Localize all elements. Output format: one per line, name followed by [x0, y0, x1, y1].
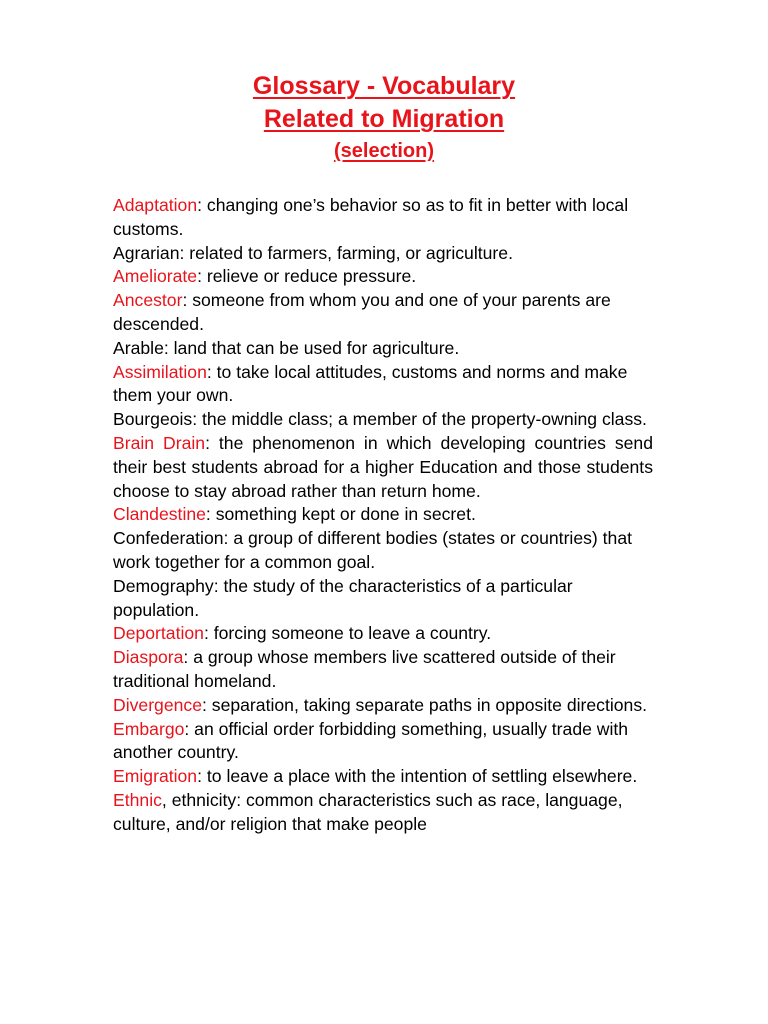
glossary-term: Emigration: [113, 766, 198, 787]
glossary-definition: forcing someone to leave a country.: [213, 623, 492, 644]
glossary-term: Embargo: [113, 718, 185, 739]
glossary-definition: related to farmers, farming, or agriculture.: [189, 242, 513, 263]
glossary-term: Confederation: [113, 528, 224, 549]
glossary-entry-agrarian: [113, 242, 653, 266]
glossary-term: Adaptation: [113, 195, 198, 215]
glossary-entry-arable: [113, 337, 653, 361]
term-separator: :: [202, 694, 212, 715]
term-separator: :: [203, 623, 214, 644]
glossary-term: Deportation: [113, 623, 204, 644]
glossary-definition: relieve or reduce pressure.: [206, 266, 417, 287]
glossary-term: Bourgeois: [113, 409, 193, 430]
page-title-line-1: Glossary - Vocabulary: [252, 72, 516, 100]
term-separator: :: [206, 361, 217, 382]
glossary-definition: the study of the characteristics of a particular population.: [113, 575, 573, 620]
glossary-definition: a group whose members live scattered outside of their traditional homeland.: [113, 647, 616, 691]
term-separator: ,: [161, 789, 172, 810]
glossary-term: Clandestine: [113, 504, 206, 525]
glossary-entry-ameliorate: [113, 265, 653, 289]
glossary-term: Ameliorate: [113, 266, 198, 287]
term-separator: :: [223, 528, 234, 549]
glossary-entry-diaspora: [113, 646, 653, 694]
page-title-line-2: Related to Migration: [263, 105, 505, 133]
glossary-entry-deportation: [113, 622, 653, 646]
glossary-definition: to leave a place with the intention of settling elsewhere.: [206, 766, 638, 787]
glossary-entry-bourgeois: [113, 408, 653, 432]
glossary-entry-brain-drain: [113, 432, 653, 503]
glossary-entry-demography: [113, 575, 653, 623]
glossary-entry-confederation: [113, 527, 653, 575]
term-separator: :: [183, 647, 194, 668]
glossary-definition: the middle class; a member of the property-owning class.: [202, 409, 647, 430]
page-subtitle: (selection): [333, 140, 435, 162]
glossary-term: Agrarian: [113, 242, 180, 263]
glossary-definition: land that can be used for agriculture.: [173, 337, 460, 358]
glossary-entry-adaptation: [113, 194, 653, 242]
title-block: [0, 70, 768, 166]
glossary-term: Divergence: [113, 694, 202, 715]
glossary-definition: to take local attitudes, customs and norms and make them your own.: [113, 361, 628, 406]
glossary-entry-clandestine: [113, 503, 653, 527]
glossary-term: Diaspora: [113, 647, 184, 668]
term-separator: :: [163, 337, 174, 358]
glossary-term: Ancestor: [113, 290, 183, 311]
term-separator: :: [182, 290, 193, 311]
glossary-entry-ancestor: [113, 289, 653, 337]
term-separator: :: [192, 409, 203, 430]
glossary-entry-ethnic: [113, 789, 653, 837]
glossary-term: Assimilation: [113, 361, 207, 382]
term-separator: :: [213, 575, 224, 596]
glossary-term: Brain Drain: [113, 432, 206, 453]
glossary-entry-emigration: [113, 765, 653, 789]
glossary-term: Demography: [113, 575, 214, 596]
glossary-entry-divergence: [113, 694, 653, 718]
glossary-definition: the phenomenon in which developing countries send their best students abroad for a higher Education and those students choose to stay abroad rather than return home.: [113, 432, 653, 501]
term-separator: :: [197, 266, 207, 287]
term-separator: :: [197, 195, 207, 215]
glossary-entry-embargo: [113, 718, 653, 766]
glossary-definition: a group of different bodies (states or countries) that work together for a common goal.: [113, 528, 633, 572]
glossary-definition: ethnicity: common characteristics such as race, language, culture, and/or religion that make people: [113, 789, 623, 834]
term-separator: :: [205, 432, 219, 453]
term-separator: :: [205, 504, 216, 525]
glossary-term: Ethnic: [113, 789, 162, 810]
glossary-list: [113, 194, 653, 837]
glossary-definition: an official order forbidding something, usually trade with another country.: [113, 718, 629, 763]
glossary-definition: something kept or done in secret.: [215, 504, 476, 525]
glossary-definition: separation, taking separate paths in opposite directions.: [211, 694, 648, 715]
glossary-definition: someone from whom you and one of your parents are descended.: [113, 290, 611, 334]
glossary-definition: changing one’s behavior so as to fit in better with local customs.: [113, 195, 629, 239]
glossary-term: Arable: [113, 337, 164, 358]
term-separator: :: [179, 242, 190, 263]
term-separator: :: [184, 718, 195, 739]
term-separator: :: [197, 766, 207, 787]
glossary-entry-assimilation: [113, 361, 653, 409]
